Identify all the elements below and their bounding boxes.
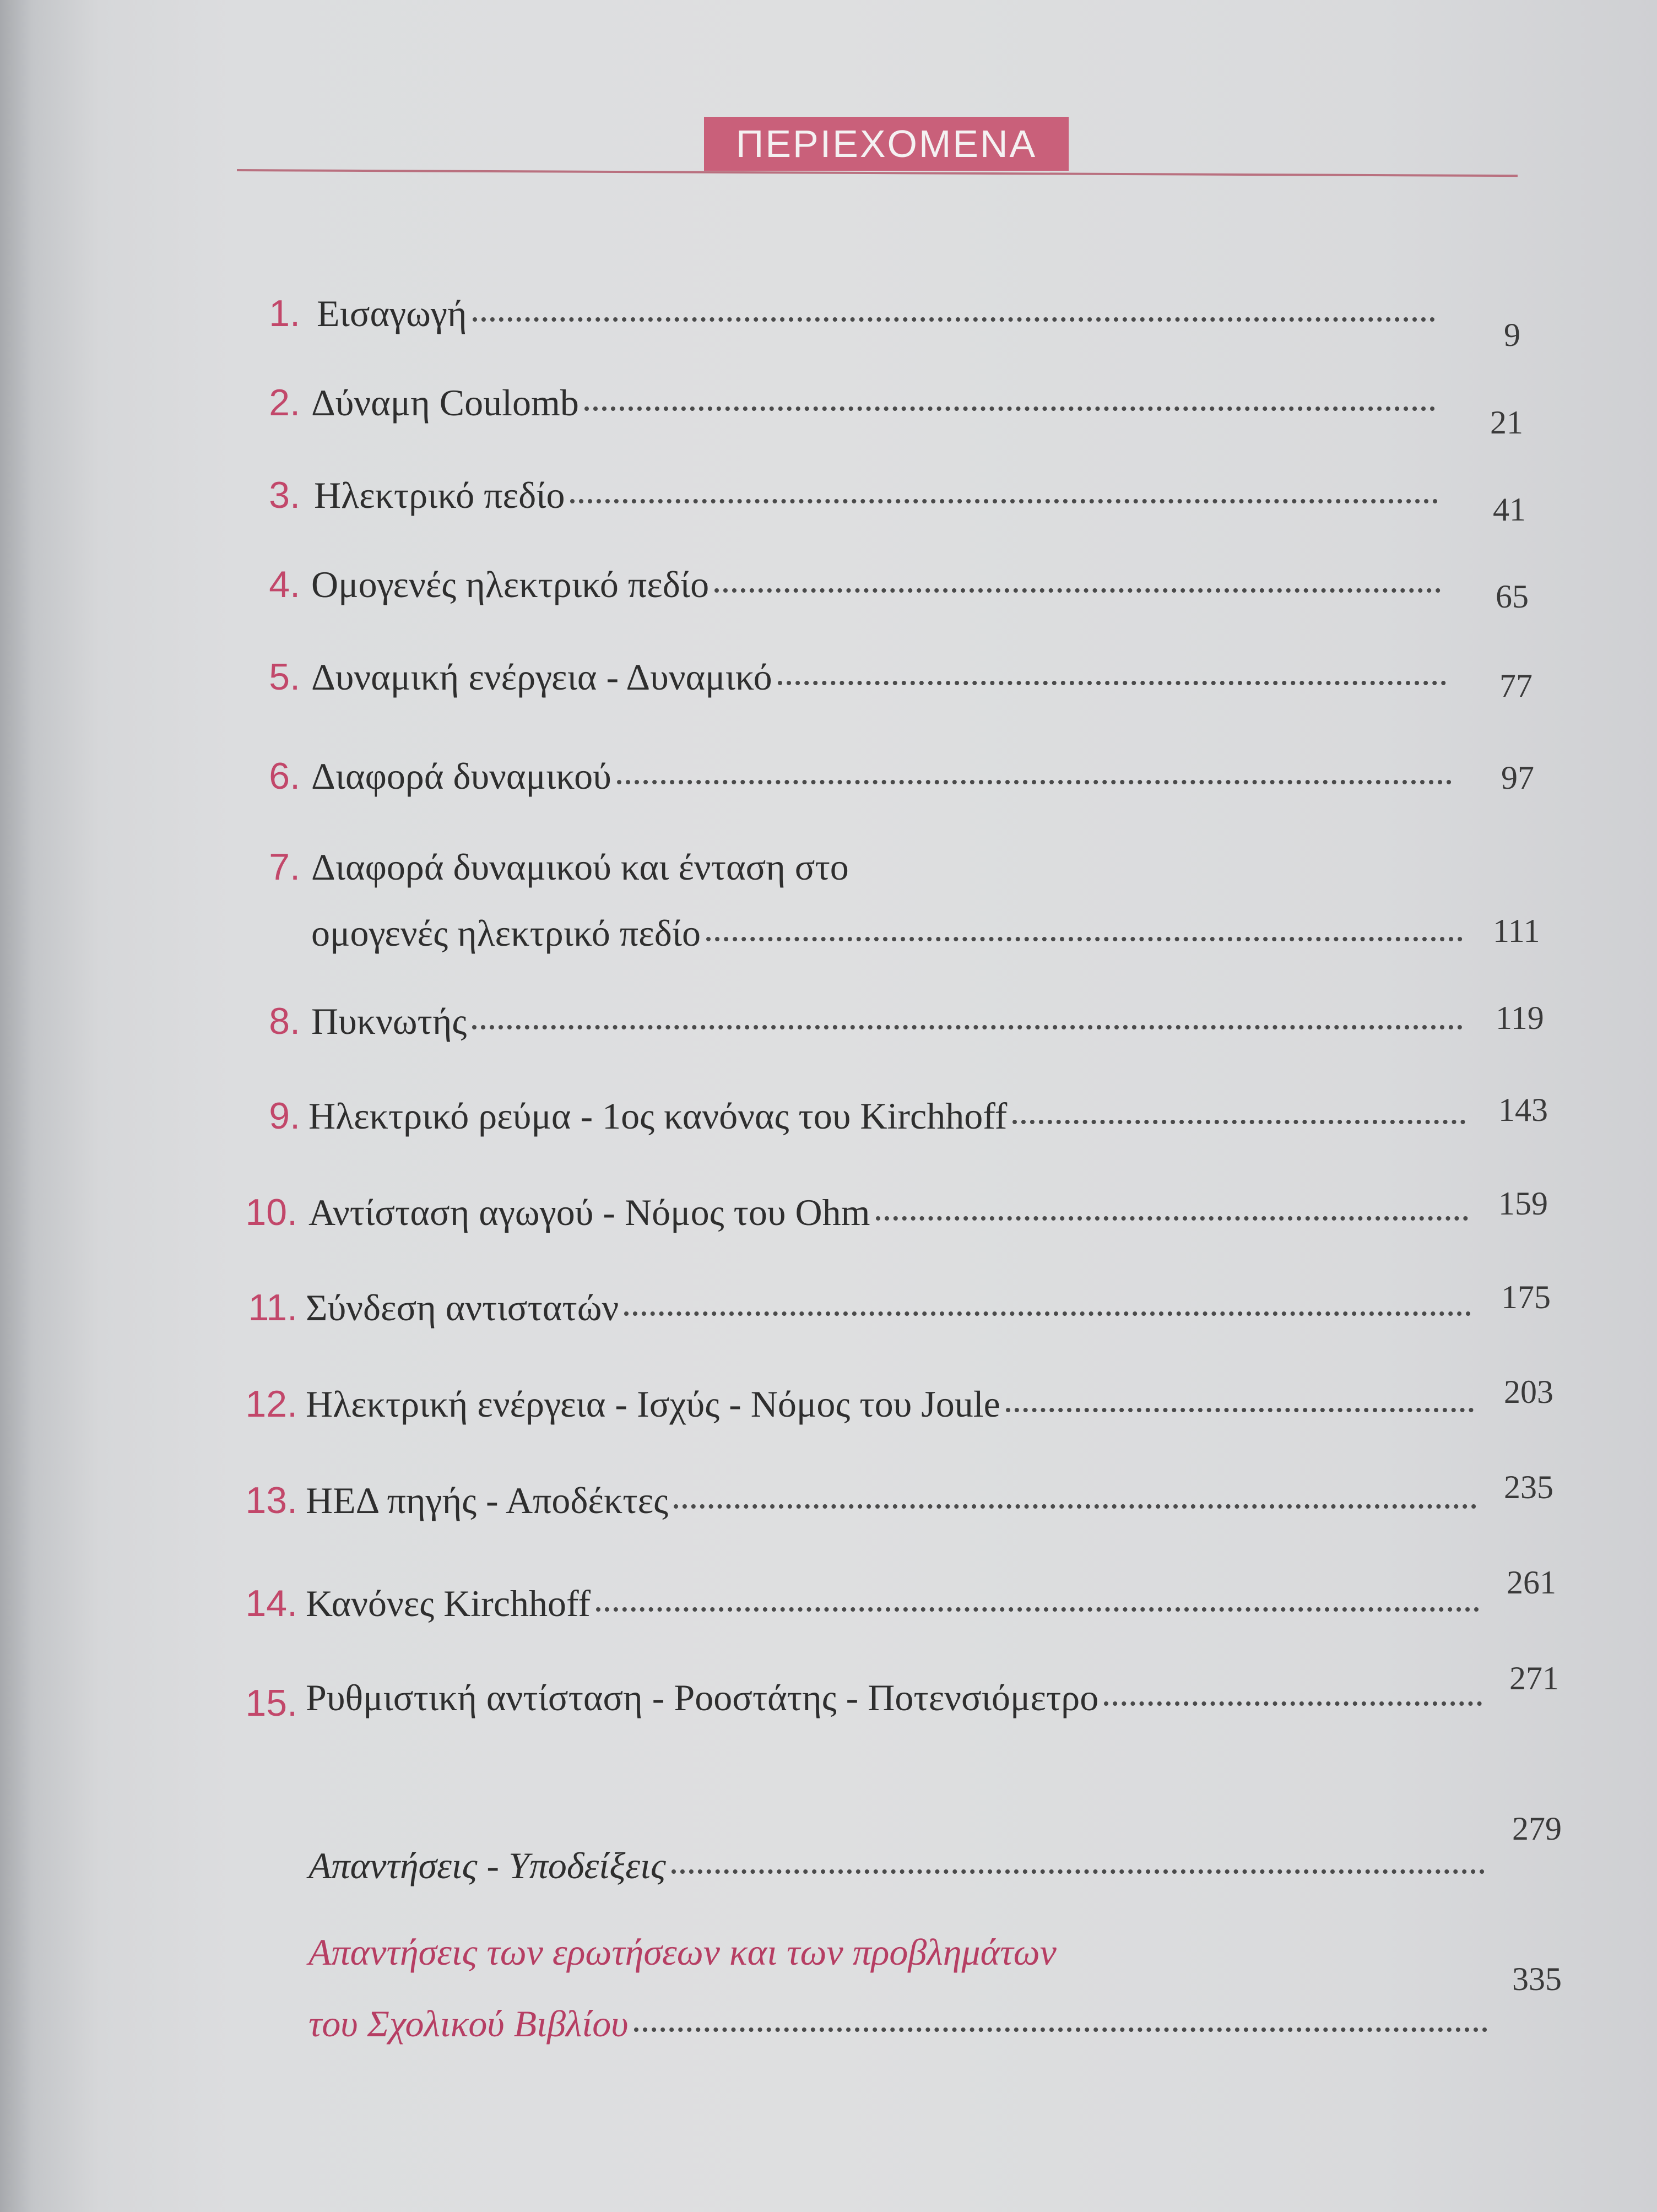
chapter-title: Κανόνες Kirchhoff: [306, 1582, 591, 1624]
dot-leader: [1104, 1701, 1482, 1706]
chapter-title-row: [306, 1479, 1487, 1521]
dot-leader: [624, 1311, 1471, 1316]
chapter-number: 4.: [269, 563, 300, 605]
dot-leader: [876, 1216, 1468, 1221]
dot-leader: [714, 588, 1441, 593]
chapter-number: 9.: [269, 1095, 300, 1137]
chapter-number: 5.: [269, 656, 300, 698]
appendix-title-continued: του Σχολικού Βιβλίου: [308, 2003, 629, 2045]
chapter-title-row: [306, 1582, 1490, 1624]
chapter-title-row: [311, 1002, 1474, 1040]
page-number: 77: [1499, 668, 1533, 704]
chapter-title-row: [311, 658, 1457, 696]
chapter-title: Σύνδεση αντιστατών: [306, 1287, 619, 1329]
chapter-title: Ηλεκτρικό πεδίο: [314, 474, 565, 516]
dot-leader: [778, 681, 1446, 685]
dot-leader: [570, 499, 1438, 503]
chapter-title-continued: ομογενές ηλεκτρικό πεδίο: [311, 912, 701, 954]
dot-leader: [472, 1025, 1463, 1029]
chapter-title: Ρυθμιστική αντίσταση - Ροοστάτης - Ποτενσιόμετρο: [306, 1677, 1099, 1718]
chapter-title-row: [317, 292, 1446, 334]
chapter-number: 14.: [245, 1582, 297, 1624]
dot-leader: [674, 1504, 1476, 1509]
page-number: 97: [1501, 760, 1534, 796]
page-number: 279: [1512, 1810, 1562, 1847]
chapter-title-row: [306, 1287, 1482, 1329]
dot-leader: [617, 780, 1452, 784]
page-number: 119: [1496, 1000, 1544, 1036]
page-number: 65: [1496, 578, 1529, 615]
appendix-title-row: [308, 1933, 1057, 1971]
dot-leader: [706, 937, 1463, 941]
dot-leader: [1012, 1120, 1465, 1124]
chapter-title: Δυναμική ενέργεια - Δυναμικό: [311, 656, 772, 698]
dot-leader: [1006, 1408, 1474, 1412]
dot-leader: [596, 1607, 1479, 1612]
chapter-title: Εισαγωγή: [317, 292, 467, 334]
chapter-title-row: [308, 1191, 1479, 1233]
page-number: 335: [1512, 1961, 1562, 1997]
chapter-number: 7.: [269, 846, 300, 888]
page-number: 41: [1493, 491, 1526, 528]
page-number: 143: [1498, 1092, 1548, 1128]
page-number: 21: [1490, 404, 1523, 441]
chapter-title-row-continued: [311, 914, 1474, 952]
dot-leader: [473, 317, 1435, 322]
chapter-title-row: [306, 1679, 1493, 1716]
chapter-title: Αντίσταση αγωγού - Νόμος του Ohm: [308, 1191, 870, 1233]
chapter-number: 11.: [248, 1287, 297, 1329]
appendix-title-row-continued: [308, 2003, 1498, 2045]
chapter-title-row: [311, 848, 849, 886]
page-number: 111: [1493, 913, 1540, 949]
page-number: 9: [1504, 317, 1520, 353]
chapter-number: 2.: [269, 382, 300, 424]
appendix-title-row: [308, 1847, 1496, 1884]
chapter-title-row: [311, 757, 1463, 795]
page-number: 235: [1504, 1469, 1553, 1505]
dot-leader: [634, 2027, 1488, 2032]
chapter-number: 12.: [245, 1383, 297, 1425]
page-number: 261: [1507, 1564, 1556, 1601]
chapter-title-row: [314, 476, 1449, 514]
page-number: 203: [1504, 1374, 1553, 1410]
page-number: 159: [1498, 1185, 1548, 1222]
chapter-number: 15.: [245, 1682, 297, 1724]
chapter-title: Διαφορά δυναμικού και ένταση στο: [311, 846, 849, 888]
chapter-title: Ηλεκτρικό ρεύμα - 1ος κανόνας του Kirchhoff: [308, 1095, 1008, 1137]
chapter-title: Δύναμη Coulomb: [311, 382, 579, 424]
dot-leader: [584, 406, 1435, 411]
chapter-number: 13.: [245, 1479, 297, 1521]
chapter-title: Ηλεκτρική ενέργεια - Ισχύς - Νόμος του Joule: [306, 1383, 1000, 1425]
dot-leader: [672, 1869, 1485, 1874]
appendix-title: Απαντήσεις των ερωτήσεων και των προβλημάτων: [308, 1931, 1057, 1973]
chapter-title: Διαφορά δυναμικού: [311, 755, 611, 797]
chapter-title: Ομογενές ηλεκτρικό πεδίο: [311, 563, 710, 605]
chapter-number: 6.: [269, 755, 300, 797]
appendix-title: Απαντήσεις - Υποδείξεις: [308, 1845, 666, 1886]
chapter-title-row: [308, 1097, 1476, 1135]
page-number: 175: [1501, 1279, 1551, 1315]
chapter-number: 10.: [245, 1191, 297, 1233]
contents-heading: ΠΕΡΙΕΧΟΜΕΝΑ: [704, 117, 1069, 171]
chapter-title-row: [311, 382, 1446, 424]
chapter-number: 1.: [269, 292, 300, 334]
chapter-title-row: [306, 1385, 1485, 1423]
chapter-number: 3.: [269, 474, 300, 516]
chapter-number: 8.: [269, 1000, 300, 1042]
page-number: 271: [1509, 1660, 1559, 1696]
chapter-title: ΗΕΔ πηγής - Αποδέκτες: [306, 1479, 669, 1521]
chapter-title: Πυκνωτής: [311, 1000, 467, 1042]
chapter-title-row: [311, 563, 1452, 605]
